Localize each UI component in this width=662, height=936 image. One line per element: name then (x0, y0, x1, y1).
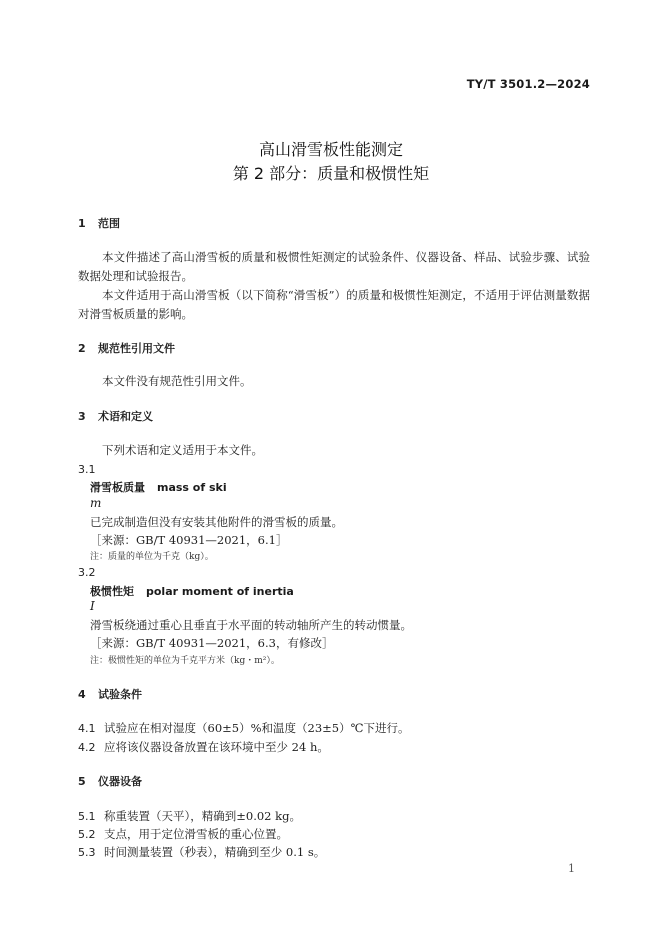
item-number: 4.1 (78, 722, 96, 735)
item-text: 称重装置（天平），精确到±0.02 kg。 (104, 809, 301, 823)
section-number: 5 (78, 775, 86, 788)
section-title: 规范性引用文件 (98, 342, 175, 355)
term-title (90, 479, 227, 495)
item-text: 支点，用于定位滑雪板的重心位置。 (104, 827, 288, 841)
item-number: 5.3 (78, 846, 96, 859)
terms-intro: 下列术语和定义适用于本文件。 (102, 443, 263, 457)
condition-item (78, 739, 329, 755)
item-text: 应将该仪器设备放置在该环境中至少 24 h。 (104, 740, 329, 754)
section-heading-conditions (78, 686, 142, 702)
term-number: 3.2 (78, 566, 96, 579)
normative-paragraph: 本文件没有规范性引用文件。 (102, 374, 252, 388)
term-source: ［来源：GB/T 40931—2021，6.3，有修改］ (90, 636, 334, 650)
term-en: mass of ski (157, 481, 227, 494)
item-number: 4.2 (78, 741, 96, 754)
apparatus-item (78, 808, 301, 824)
scope-paragraph-1: 本文件描述了高山滑雪板的质量和极惯性矩测定的试验条件、仪器设备、样品、试验步骤、试验数据处理和试验报告。 (78, 250, 590, 283)
section-number: 4 (78, 688, 86, 701)
page-number: 1 (568, 862, 575, 875)
term-symbol: m (90, 496, 102, 510)
scope-paragraph-2: 本文件适用于高山滑雪板（以下简称“滑雪板”）的质量和极惯性矩测定，不适用于评估测量数据对滑雪板质量的影响。 (78, 288, 590, 321)
term-note: 注：极惯性矩的单位为千克平方米（kg・m²）。 (90, 656, 280, 666)
condition-item (78, 720, 409, 736)
section-title: 术语和定义 (98, 410, 153, 423)
section-number: 3 (78, 410, 86, 423)
apparatus-item (78, 826, 288, 842)
item-text: 时间测量装置（秒表），精确到至少 0.1 s。 (104, 845, 326, 859)
term-note: 注：质量的单位为千克（kg）。 (90, 552, 214, 562)
standard-code: TY/T 3501.2—2024 (466, 77, 590, 91)
document-subtitle: 第 2 部分：质量和极惯性矩 (232, 164, 430, 183)
term-zh: 极惯性矩 (90, 585, 134, 598)
term-definition: 滑雪板绕通过重心且垂直于水平面的转动轴所产生的转动惯量。 (90, 618, 412, 632)
section-heading-terms (78, 408, 153, 424)
section-heading-normative (78, 340, 175, 356)
term-symbol: I (90, 599, 95, 613)
section-heading-apparatus (78, 773, 142, 789)
term-source: ［来源：GB/T 40931—2021，6.1］ (90, 533, 288, 547)
term-definition: 已完成制造但没有安装其他附件的滑雪板的质量。 (90, 515, 343, 529)
section-heading-scope (78, 215, 120, 231)
term-title (90, 583, 294, 599)
term-zh: 滑雪板质量 (90, 481, 145, 494)
section-number: 2 (78, 342, 86, 355)
document-title: 高山滑雪板性能测定 (258, 140, 403, 159)
section-number: 1 (78, 217, 86, 230)
section-title: 范围 (98, 217, 120, 230)
item-number: 5.1 (78, 810, 96, 823)
apparatus-item (78, 844, 325, 860)
term-number: 3.1 (78, 463, 96, 476)
section-title: 试验条件 (98, 688, 142, 701)
item-text: 试验应在相对湿度（60±5）%和温度（23±5）℃下进行。 (104, 721, 410, 735)
section-title: 仪器设备 (98, 775, 142, 788)
item-number: 5.2 (78, 828, 96, 841)
term-en: polar moment of inertia (146, 585, 294, 598)
